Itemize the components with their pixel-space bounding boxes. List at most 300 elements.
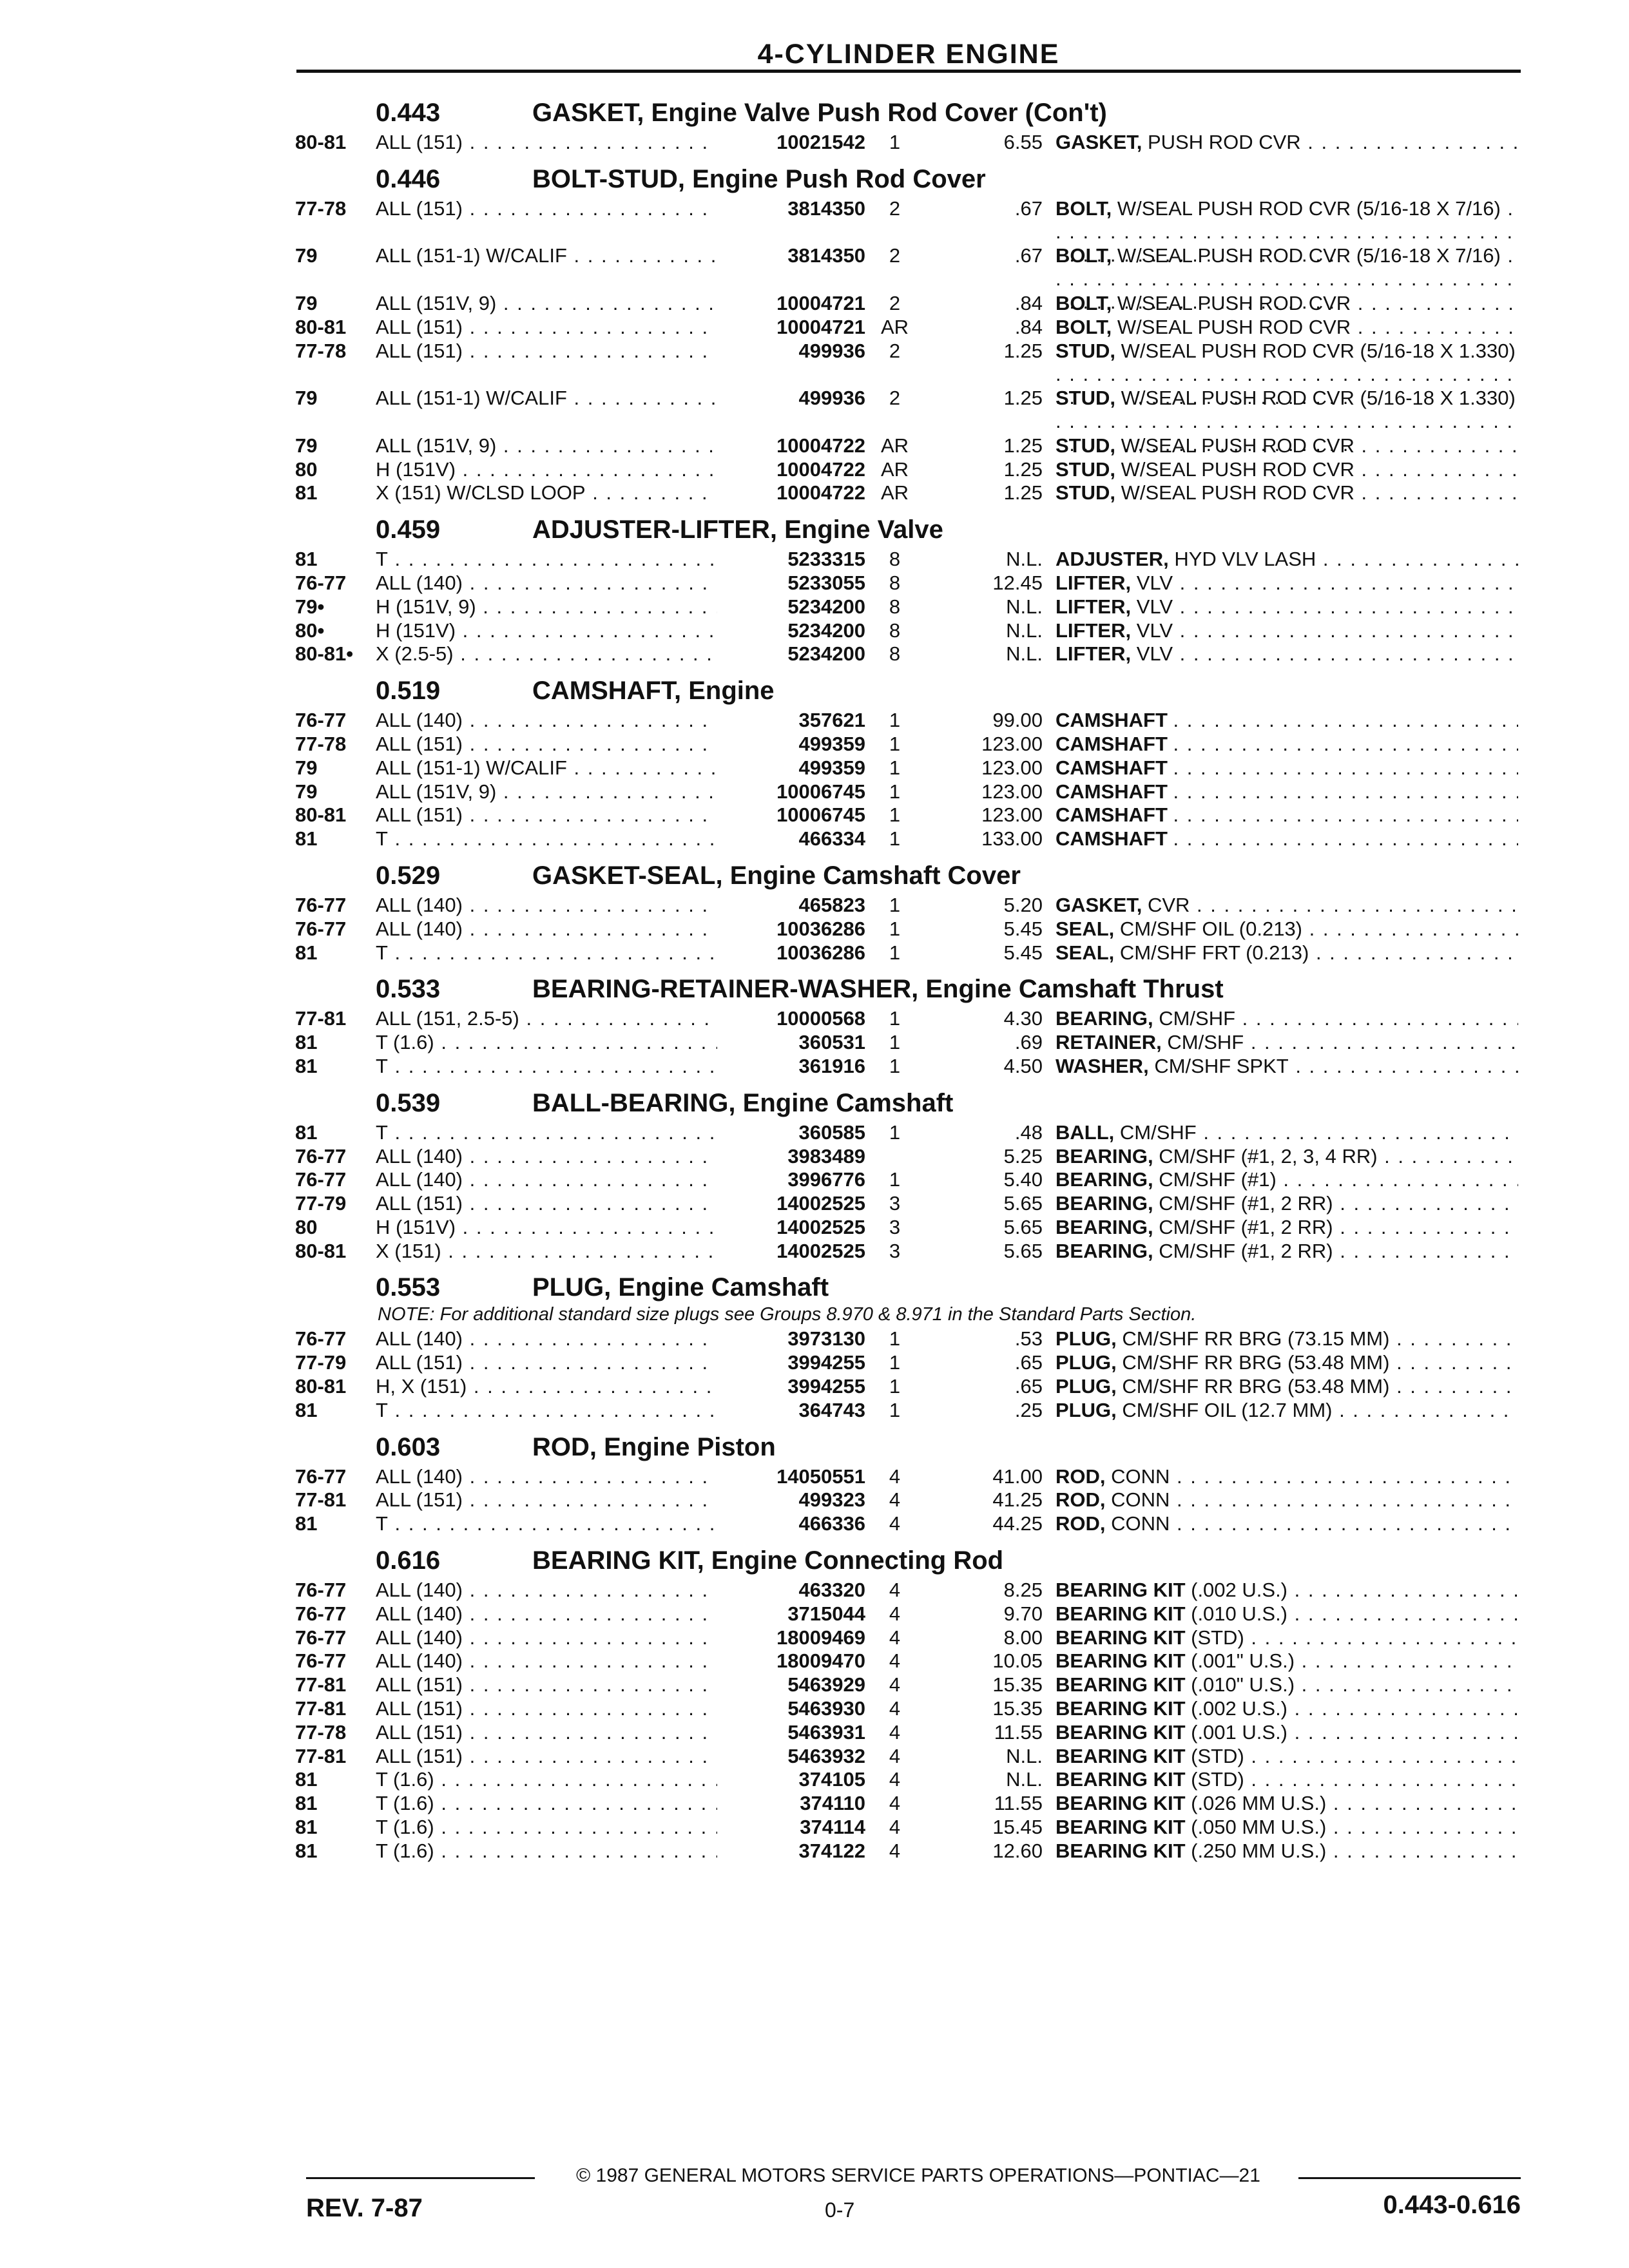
quantity: 4 <box>889 1626 901 1649</box>
price: 8.25 <box>1003 1579 1043 1602</box>
application: H (151V, 9) . . . <box>376 595 717 619</box>
description-noun: CAMSHAFT <box>1055 732 1168 755</box>
quantity: AR <box>880 457 909 481</box>
part-number: 3994255 <box>787 1375 865 1398</box>
description-detail: (.026 MM U.S.) <box>1191 1792 1327 1815</box>
group-title: GASKET-SEAL, Engine Camshaft Cover <box>532 861 1021 890</box>
quantity: 1 <box>889 1168 901 1191</box>
model-years: 80• <box>295 619 325 642</box>
footer-rule-right <box>1298 2177 1521 2179</box>
price: .48 <box>1014 1120 1043 1144</box>
table-row <box>295 1601 1519 1625</box>
quantity: AR <box>880 315 909 338</box>
description-noun: BEARING KIT <box>1055 1673 1186 1696</box>
model-years: 81 <box>295 481 318 505</box>
description-detail: CM/SHF (#1) <box>1159 1168 1277 1191</box>
model-years: 81 <box>295 1054 318 1077</box>
description <box>1055 1579 1518 1602</box>
table-row <box>295 779 1519 803</box>
part-number: 5233055 <box>787 571 865 594</box>
description-detail: (.050 MM U.S.) <box>1191 1816 1327 1839</box>
quantity: 1 <box>889 709 901 732</box>
description <box>1055 595 1518 619</box>
table-row <box>295 546 1519 570</box>
description <box>1055 1007 1518 1030</box>
description-noun: CAMSHAFT <box>1055 756 1168 779</box>
group-number: 0.603 <box>376 1432 441 1461</box>
description-noun: CAMSHAFT <box>1055 803 1168 827</box>
description-detail: CONN <box>1111 1488 1170 1512</box>
description-detail: VLV <box>1136 642 1173 666</box>
price: 1.25 <box>1003 387 1043 410</box>
price: 11.55 <box>994 1792 1043 1815</box>
description-noun: SEAL, <box>1055 941 1115 964</box>
table-row <box>295 1625 1519 1649</box>
part-number: 10004721 <box>776 291 865 314</box>
part-number: 364743 <box>798 1398 865 1421</box>
description-noun: BEARING KIT <box>1055 1720 1186 1744</box>
quantity: 2 <box>889 197 901 220</box>
application: X (151) W/CLSD LOOP . . . <box>376 481 717 505</box>
description-noun: BEARING KIT <box>1055 1816 1186 1839</box>
description-detail: (STD) <box>1191 1768 1244 1791</box>
model-years: 76-77 <box>295 1465 347 1488</box>
description-noun: BEARING, <box>1055 1007 1153 1030</box>
model-years: 76-77 <box>295 1579 347 1602</box>
model-years: 80-81 <box>295 131 347 153</box>
price: .69 <box>1014 1031 1043 1054</box>
application: ALL (140) . . . <box>376 709 717 732</box>
application: ALL (140) . . . <box>376 1327 717 1350</box>
price: .65 <box>1014 1375 1043 1398</box>
description-detail: (.002 U.S.) <box>1191 1697 1288 1720</box>
description-detail: (.010 U.S.) <box>1191 1602 1288 1625</box>
price: 9.70 <box>1003 1602 1043 1625</box>
part-number: 374122 <box>798 1839 865 1862</box>
group-number: 0.459 <box>376 515 441 544</box>
application: ALL (151) . . . <box>376 1673 717 1696</box>
table-row <box>295 1577 1519 1601</box>
description-noun: ROD, <box>1055 1465 1106 1488</box>
part-number: 3814350 <box>787 244 865 267</box>
application: ALL (151-1) W/CALIF . . . <box>376 244 717 267</box>
application: T (1.6) . . . <box>376 1768 717 1791</box>
table-row <box>295 916 1519 940</box>
part-number: 10036286 <box>776 941 865 964</box>
description-noun: BEARING KIT <box>1055 1579 1186 1602</box>
application: T . . . <box>376 548 717 571</box>
page-title: 4-CYLINDER ENGINE <box>757 39 1060 70</box>
model-years: 81 <box>295 1398 318 1421</box>
price: 4.30 <box>1003 1007 1043 1030</box>
part-number: 10004721 <box>776 315 865 338</box>
description <box>1055 733 1518 756</box>
application: ALL (140) . . . <box>376 894 717 917</box>
group-title: BEARING-RETAINER-WASHER, Engine Camshaft Thrust <box>532 975 1224 1004</box>
price: 123.00 <box>981 732 1043 755</box>
application: ALL (151, 2.5-5) . . . <box>376 1007 717 1030</box>
table-row <box>295 196 1519 244</box>
description <box>1055 1626 1518 1649</box>
description-detail: CM/SHF OIL (12.7 MM) <box>1122 1398 1333 1421</box>
description-detail: VLV <box>1136 619 1173 642</box>
description <box>1055 1168 1518 1191</box>
group-header <box>295 509 1519 546</box>
description-noun: LIFTER, <box>1055 595 1132 618</box>
description-noun: STUD, <box>1055 481 1115 505</box>
part-number: 499359 <box>798 756 865 779</box>
price: 44.25 <box>992 1512 1043 1535</box>
price: 15.35 <box>992 1697 1043 1720</box>
table-row <box>295 940 1519 964</box>
price: .67 <box>1014 244 1043 267</box>
part-number: 357621 <box>798 709 865 732</box>
quantity: 1 <box>889 941 901 964</box>
model-years: 76-77 <box>295 1327 347 1350</box>
table-row <box>295 291 1519 314</box>
quantity: 4 <box>889 1697 901 1720</box>
page-number: 0-7 <box>825 2198 855 2222</box>
description <box>1055 1192 1518 1215</box>
model-years: 80-81• <box>295 642 354 666</box>
group-title: ADJUSTER-LIFTER, Engine Valve <box>532 515 943 544</box>
description-noun: STUD, <box>1055 387 1115 410</box>
quantity: 4 <box>889 1792 901 1815</box>
quantity: 4 <box>889 1839 901 1862</box>
price: 11.55 <box>994 1720 1043 1744</box>
model-years: 79 <box>295 756 318 779</box>
group-number: 0.519 <box>376 677 441 706</box>
application: T (1.6) . . . <box>376 1031 717 1054</box>
description <box>1055 642 1518 666</box>
description-detail: CM/SHF FRT (0.213) <box>1119 941 1309 964</box>
application: ALL (151) . . . <box>376 1351 717 1374</box>
description-noun: GASKET, <box>1055 131 1142 153</box>
model-years: 76-77 <box>295 1168 347 1191</box>
description-noun: PLUG, <box>1055 1351 1117 1374</box>
table-row <box>295 1053 1519 1077</box>
description-noun: ROD, <box>1055 1488 1106 1512</box>
quantity: 1 <box>889 1398 901 1421</box>
model-years: 76-77 <box>295 1602 347 1625</box>
quantity: 8 <box>889 619 901 642</box>
part-number: 10004722 <box>776 457 865 481</box>
description-noun: BEARING, <box>1055 1192 1153 1215</box>
description <box>1055 1745 1518 1768</box>
quantity: 1 <box>889 780 901 803</box>
group-title: BOLT-STUD, Engine Push Rod Cover <box>532 164 986 193</box>
model-years: 77-81 <box>295 1007 347 1030</box>
model-years: 81 <box>295 548 318 571</box>
model-years: 76-77 <box>295 571 347 594</box>
price: N.L. <box>1006 642 1043 666</box>
price: 123.00 <box>981 803 1043 827</box>
table-row <box>295 594 1519 618</box>
part-number: 465823 <box>798 893 865 916</box>
table-row <box>295 1120 1519 1144</box>
description-noun: BEARING KIT <box>1055 1626 1186 1649</box>
description <box>1055 1816 1518 1839</box>
application: T (1.6) . . . <box>376 1816 717 1839</box>
model-years: 79• <box>295 595 325 618</box>
part-number: 374110 <box>800 1792 865 1815</box>
table-row <box>295 1006 1519 1030</box>
price: 123.00 <box>981 756 1043 779</box>
model-years: 76-77 <box>295 893 347 916</box>
table-row <box>295 1814 1519 1838</box>
table-row <box>295 570 1519 594</box>
price: 5.25 <box>1003 1144 1043 1168</box>
application: ALL (140) . . . <box>376 1602 717 1626</box>
description-detail: CM/SHF (#1, 2 RR) <box>1159 1192 1333 1215</box>
description <box>1055 1673 1518 1696</box>
description-noun: PLUG, <box>1055 1398 1117 1421</box>
quantity: 4 <box>889 1720 901 1744</box>
description-noun: RETAINER, <box>1055 1031 1162 1054</box>
group-title: GASKET, Engine Valve Push Rod Cover (Con't) <box>532 99 1107 127</box>
model-years: 79 <box>295 387 318 410</box>
price: 4.50 <box>1003 1054 1043 1077</box>
table-row <box>295 385 1519 433</box>
description-detail: W/SEAL PUSH ROD CVR (5/16-18 X 7/16) <box>1117 244 1501 267</box>
description <box>1055 481 1518 505</box>
model-years: 77-81 <box>295 1488 347 1512</box>
description-noun: LIFTER, <box>1055 642 1132 666</box>
description <box>1055 918 1518 941</box>
description <box>1055 1840 1518 1863</box>
table-row <box>295 826 1519 850</box>
part-number: 5463931 <box>787 1720 865 1744</box>
table-row <box>295 1511 1519 1535</box>
description <box>1055 1327 1518 1350</box>
quantity: 4 <box>889 1602 901 1625</box>
price: 5.65 <box>1003 1215 1043 1238</box>
quantity: 1 <box>889 756 901 779</box>
table-row <box>295 755 1519 779</box>
quantity: 8 <box>889 595 901 618</box>
group-header <box>295 670 1519 707</box>
model-years: 81 <box>295 1512 318 1535</box>
part-number: 14002525 <box>776 1192 865 1215</box>
description-noun: BOLT, <box>1055 291 1112 314</box>
part-number: 360531 <box>798 1031 865 1054</box>
group-number: 0.529 <box>376 861 441 890</box>
part-number: 10000568 <box>776 1007 865 1030</box>
table-row <box>295 1030 1519 1053</box>
price: 8.00 <box>1003 1626 1043 1649</box>
part-number: 361916 <box>798 1054 865 1077</box>
table-row <box>295 338 1519 386</box>
part-number: 10004722 <box>776 481 865 505</box>
description-noun: ADJUSTER, <box>1055 548 1169 571</box>
description <box>1055 619 1518 642</box>
part-number: 3996776 <box>787 1168 865 1191</box>
description-detail: W/SEAL PUSH ROD CVR (5/16-18 X 1.330) <box>1121 339 1516 362</box>
quantity: 2 <box>889 387 901 410</box>
application: T . . . <box>376 1055 717 1078</box>
application: ALL (151) . . . <box>376 1745 717 1768</box>
group-title: BEARING KIT, Engine Connecting Rod <box>532 1546 1004 1575</box>
quantity: 4 <box>889 1744 901 1767</box>
part-number: 360585 <box>798 1120 865 1144</box>
description <box>1055 1055 1518 1078</box>
price: .25 <box>1014 1398 1043 1421</box>
quantity: 1 <box>889 1327 901 1350</box>
description-detail: CM/SHF RR BRG (53.48 MM) <box>1122 1375 1390 1398</box>
price: 1.25 <box>1003 457 1043 481</box>
model-years: 79 <box>295 244 318 267</box>
quantity: 1 <box>889 1120 901 1144</box>
description-detail: VLV <box>1136 595 1173 618</box>
description-noun: BALL, <box>1055 1120 1115 1144</box>
table-row <box>295 433 1519 457</box>
quantity: 1 <box>889 803 901 827</box>
application: ALL (151) . . . <box>376 1488 717 1512</box>
description-noun: BOLT, <box>1055 244 1112 267</box>
price: N.L. <box>1006 619 1043 642</box>
description <box>1055 709 1518 732</box>
group-header <box>295 1427 1519 1464</box>
table-row <box>295 1838 1519 1862</box>
price: 5.20 <box>1003 893 1043 916</box>
description-detail: CM/SHF RR BRG (53.48 MM) <box>1122 1351 1390 1374</box>
quantity: 4 <box>889 1816 901 1839</box>
description <box>1055 1649 1518 1673</box>
table-row <box>295 1374 1519 1398</box>
part-number: 374114 <box>800 1816 865 1839</box>
quantity: 3 <box>889 1239 901 1262</box>
description <box>1055 1399 1518 1422</box>
group-number: 0.533 <box>376 975 441 1004</box>
description-noun: LIFTER, <box>1055 619 1132 642</box>
quantity: 2 <box>889 244 901 267</box>
part-number: 14002525 <box>776 1215 865 1238</box>
part-number: 5233315 <box>787 548 865 571</box>
application: T . . . <box>376 1512 717 1535</box>
description <box>1055 1697 1518 1720</box>
price: 5.65 <box>1003 1192 1043 1215</box>
application: T . . . <box>376 1399 717 1422</box>
description-detail: VLV <box>1136 571 1173 594</box>
description <box>1055 548 1518 571</box>
part-number: 5463930 <box>787 1697 865 1720</box>
price: 5.40 <box>1003 1168 1043 1191</box>
description-detail: CONN <box>1111 1512 1170 1535</box>
quantity: 8 <box>889 548 901 571</box>
part-number: 499359 <box>798 732 865 755</box>
quantity: 4 <box>889 1673 901 1696</box>
application: T . . . <box>376 827 717 850</box>
application: T (1.6) . . . <box>376 1840 717 1863</box>
description-detail: (STD) <box>1191 1744 1244 1767</box>
description <box>1055 1145 1518 1168</box>
table-row <box>295 1791 1519 1814</box>
model-years: 80-81 <box>295 315 347 338</box>
application: H (151V) . . . <box>376 1216 717 1239</box>
application: ALL (151) . . . <box>376 340 717 363</box>
quantity: 1 <box>889 131 901 153</box>
price: 41.25 <box>992 1488 1043 1512</box>
quantity: 3 <box>889 1215 901 1238</box>
model-years: 80-81 <box>295 1239 347 1262</box>
application: ALL (151-1) W/CALIF . . . <box>376 387 717 410</box>
table-row <box>295 1696 1519 1720</box>
application: T . . . <box>376 1121 717 1144</box>
group-title: BALL-BEARING, Engine Camshaft <box>532 1088 954 1117</box>
description-detail: CM/SHF (#1, 2, 3, 4 RR) <box>1159 1144 1378 1168</box>
model-years: 77-78 <box>295 197 347 220</box>
application: ALL (140) . . . <box>376 1168 717 1191</box>
group-number: 0.446 <box>376 164 441 193</box>
description <box>1055 1792 1518 1815</box>
description-noun: CAMSHAFT <box>1055 827 1168 850</box>
description-noun: BEARING KIT <box>1055 1649 1186 1673</box>
group-number: 0.539 <box>376 1088 441 1117</box>
part-number: 14002525 <box>776 1239 865 1262</box>
price: 12.60 <box>992 1839 1043 1862</box>
table-row <box>295 641 1519 665</box>
description-detail: CM/SHF <box>1159 1007 1236 1030</box>
price: 10.05 <box>992 1649 1043 1673</box>
table-row <box>295 480 1519 504</box>
description-detail: CM/SHF (#1, 2 RR) <box>1159 1215 1333 1238</box>
description-detail: CM/SHF <box>1167 1031 1244 1054</box>
table-row <box>295 618 1519 642</box>
application: X (151) . . . <box>376 1240 717 1263</box>
description <box>1055 292 1518 315</box>
description-noun: BEARING, <box>1055 1239 1153 1262</box>
group-header <box>295 1267 1519 1304</box>
application: ALL (151) . . . <box>376 131 717 154</box>
quantity: 2 <box>889 339 901 362</box>
quantity: AR <box>880 434 909 457</box>
table-row <box>295 1648 1519 1672</box>
price: 5.65 <box>1003 1239 1043 1262</box>
description-noun: BEARING, <box>1055 1215 1153 1238</box>
part-number: 499936 <box>798 339 865 362</box>
description-noun: GASKET, <box>1055 893 1142 916</box>
application: T . . . <box>376 941 717 965</box>
description-noun: STUD, <box>1055 457 1115 481</box>
model-years: 81 <box>295 1120 318 1144</box>
model-years: 77-78 <box>295 1720 347 1744</box>
application: ALL (151V, 9) . . . <box>376 292 717 315</box>
group-range: 0.443-0.616 <box>1383 2191 1521 2219</box>
description-noun: PLUG, <box>1055 1327 1117 1350</box>
model-years: 76-77 <box>295 1626 347 1649</box>
part-number: 3973130 <box>787 1327 865 1350</box>
model-years: 81 <box>295 1792 318 1815</box>
price: 1.25 <box>1003 339 1043 362</box>
group-number: 0.443 <box>376 99 441 127</box>
description-noun: BEARING KIT <box>1055 1792 1186 1815</box>
description <box>1055 894 1518 917</box>
description <box>1055 941 1518 965</box>
part-number: 10004722 <box>776 434 865 457</box>
model-years: 81 <box>295 1816 318 1839</box>
table-row <box>295 731 1519 755</box>
price: .65 <box>1014 1351 1043 1374</box>
application: X (2.5-5) . . . <box>376 642 717 666</box>
table-row <box>295 243 1519 291</box>
description <box>1055 1240 1518 1263</box>
description-noun: CAMSHAFT <box>1055 780 1168 803</box>
quantity: 8 <box>889 642 901 666</box>
part-number: 5234200 <box>787 619 865 642</box>
part-number: 5234200 <box>787 642 865 666</box>
application: ALL (151) . . . <box>376 1192 717 1215</box>
part-number: 18009469 <box>776 1626 865 1649</box>
